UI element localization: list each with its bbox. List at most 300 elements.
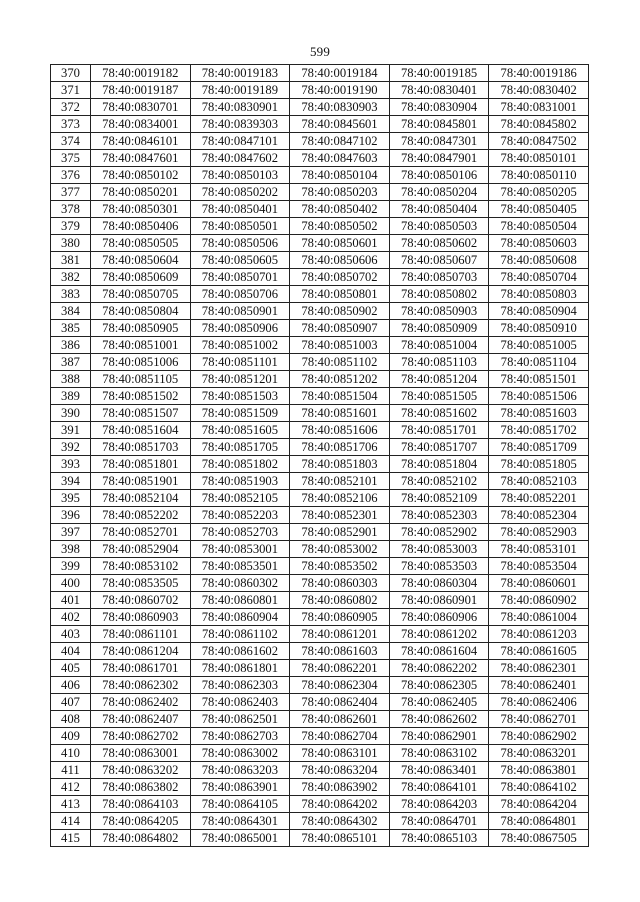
cadastral-number-cell: 78:40:0851803: [290, 456, 390, 473]
cadastral-number-cell: 78:40:0852103: [489, 473, 589, 490]
cadastral-number-cell: 78:40:0851202: [290, 371, 390, 388]
table-row: [51, 626, 589, 643]
cadastral-number-cell: 78:40:0862202: [389, 660, 489, 677]
cadastral-number-cell: 78:40:0851709: [489, 439, 589, 456]
cadastral-number-cell: 78:40:0850104: [290, 167, 390, 184]
table-row: [51, 218, 589, 235]
cadastral-number-cell: 78:40:0830901: [190, 99, 290, 116]
cadastral-number-cell: 78:40:0853102: [91, 558, 191, 575]
cadastral-number-cell: 78:40:0831001: [489, 99, 589, 116]
cadastral-number-cell: 78:40:0851003: [290, 337, 390, 354]
cadastral-number-cell: 78:40:0851501: [489, 371, 589, 388]
cadastral-number-cell: 78:40:0861203: [489, 626, 589, 643]
cadastral-number-cell: 78:40:0862601: [290, 711, 390, 728]
cadastral-number-cell: 78:40:0852106: [290, 490, 390, 507]
row-number-cell: 415: [51, 830, 91, 847]
cadastral-number-cell: 78:40:0850203: [290, 184, 390, 201]
table-row: [51, 711, 589, 728]
cadastral-number-cell: 78:40:0850702: [290, 269, 390, 286]
cadastral-number-cell: 78:40:0860302: [190, 575, 290, 592]
cadastral-number-cell: 78:40:0850607: [389, 252, 489, 269]
table-row: [51, 235, 589, 252]
cadastral-number-cell: 78:40:0850404: [389, 201, 489, 218]
cadastral-number-cell: 78:40:0852303: [389, 507, 489, 524]
cadastral-number-cell: 78:40:0865001: [190, 830, 290, 847]
row-number-cell: 410: [51, 745, 91, 762]
cadastral-number-cell: 78:40:0851603: [489, 405, 589, 422]
cadastral-number-cell: 78:40:0850608: [489, 252, 589, 269]
cadastral-number-cell: 78:40:0865101: [290, 830, 390, 847]
cadastral-number-cell: 78:40:0862407: [91, 711, 191, 728]
cadastral-number-cell: 78:40:0851705: [190, 439, 290, 456]
row-number-cell: 383: [51, 286, 91, 303]
cadastral-number-cell: 78:40:0850401: [190, 201, 290, 218]
table-row: [51, 388, 589, 405]
cadastral-number-cell: 78:40:0852109: [389, 490, 489, 507]
table-row: [51, 728, 589, 745]
cadastral-number-cell: 78:40:0851102: [290, 354, 390, 371]
table-row: [51, 643, 589, 660]
cadastral-number-cell: 78:40:0019185: [389, 65, 489, 82]
cadastral-number-cell: 78:40:0850701: [190, 269, 290, 286]
cadastral-number-cell: 78:40:0864701: [389, 813, 489, 830]
cadastral-number-cell: 78:40:0851507: [91, 405, 191, 422]
cadastral-number-cell: 78:40:0861604: [389, 643, 489, 660]
row-number-cell: 404: [51, 643, 91, 660]
table-row: [51, 133, 589, 150]
table-row: [51, 745, 589, 762]
cadastral-number-cell: 78:40:0864301: [190, 813, 290, 830]
cadastral-number-cell: 78:40:0853101: [489, 541, 589, 558]
cadastral-number-cell: 78:40:0860902: [489, 592, 589, 609]
row-number-cell: 370: [51, 65, 91, 82]
cadastral-number-cell: 78:40:0845802: [489, 116, 589, 133]
table-row: [51, 303, 589, 320]
cadastral-number-cell: 78:40:0852101: [290, 473, 390, 490]
cadastral-number-cell: 78:40:0851602: [389, 405, 489, 422]
table-row: [51, 201, 589, 218]
cadastral-number-cell: 78:40:0851004: [389, 337, 489, 354]
cadastral-number-cell: 78:40:0851601: [290, 405, 390, 422]
table-body: [51, 65, 589, 847]
cadastral-number-cell: 78:40:0861102: [190, 626, 290, 643]
cadastral-number-cell: 78:40:0851505: [389, 388, 489, 405]
cadastral-number-cell: 78:40:0850704: [489, 269, 589, 286]
row-number-cell: 379: [51, 218, 91, 235]
cadastral-number-cell: 78:40:0864302: [290, 813, 390, 830]
cadastral-number-cell: 78:40:0850506: [190, 235, 290, 252]
cadastral-number-cell: 78:40:0864101: [389, 779, 489, 796]
cadastral-number-cell: 78:40:0852904: [91, 541, 191, 558]
row-number-cell: 373: [51, 116, 91, 133]
cadastral-number-cell: 78:40:0852105: [190, 490, 290, 507]
cadastral-number-cell: 78:40:0851002: [190, 337, 290, 354]
cadastral-number-cell: 78:40:0830903: [290, 99, 390, 116]
cadastral-number-cell: 78:40:0850202: [190, 184, 290, 201]
row-number-cell: 382: [51, 269, 91, 286]
cadastral-number-cell: 78:40:0850604: [91, 252, 191, 269]
cadastral-number-cell: 78:40:0860601: [489, 575, 589, 592]
cadastral-number-cell: 78:40:0862303: [190, 677, 290, 694]
table-row: [51, 269, 589, 286]
table-row: [51, 184, 589, 201]
row-number-cell: 401: [51, 592, 91, 609]
row-number-cell: 413: [51, 796, 91, 813]
cadastral-number-cell: 78:40:0850301: [91, 201, 191, 218]
cadastral-number-cell: 78:40:0862704: [290, 728, 390, 745]
cadastral-number-cell: 78:40:0850903: [389, 303, 489, 320]
cadastral-number-cell: 78:40:0850501: [190, 218, 290, 235]
row-number-cell: 391: [51, 422, 91, 439]
table-row: [51, 456, 589, 473]
cadastral-number-cell: 78:40:0860702: [91, 592, 191, 609]
table-row: [51, 813, 589, 830]
cadastral-number-cell: 78:40:0861101: [91, 626, 191, 643]
cadastral-number-cell: 78:40:0850904: [489, 303, 589, 320]
cadastral-number-cell: 78:40:0852203: [190, 507, 290, 524]
cadastral-number-cell: 78:40:0862702: [91, 728, 191, 745]
cadastral-number-cell: 78:40:0019186: [489, 65, 589, 82]
cadastral-number-cell: 78:40:0863203: [190, 762, 290, 779]
row-number-cell: 398: [51, 541, 91, 558]
cadastral-number-cell: 78:40:0860903: [91, 609, 191, 626]
cadastral-number-cell: 78:40:0850110: [489, 167, 589, 184]
cadastral-number-cell: 78:40:0850406: [91, 218, 191, 235]
cadastral-number-cell: 78:40:0851506: [489, 388, 589, 405]
cadastral-number-cell: 78:40:0862703: [190, 728, 290, 745]
cadastral-number-cell: 78:40:0851605: [190, 422, 290, 439]
cadastral-number-cell: 78:40:0019182: [91, 65, 191, 82]
cadastral-number-cell: 78:40:0850103: [190, 167, 290, 184]
cadastral-number-cell: 78:40:0860802: [290, 592, 390, 609]
cadastral-number-cell: 78:40:0019190: [290, 82, 390, 99]
cadastral-number-cell: 78:40:0851802: [190, 456, 290, 473]
table-row: [51, 830, 589, 847]
cadastral-number-cell: 78:40:0850910: [489, 320, 589, 337]
cadastral-number-cell: 78:40:0862405: [389, 694, 489, 711]
table-row: [51, 286, 589, 303]
cadastral-number-cell: 78:40:0852901: [290, 524, 390, 541]
table-row: [51, 779, 589, 796]
cadastral-number-cell: 78:40:0861605: [489, 643, 589, 660]
table-row: [51, 575, 589, 592]
cadastral-number-cell: 78:40:0850606: [290, 252, 390, 269]
cadastral-number-cell: 78:40:0851903: [190, 473, 290, 490]
cadastral-number-cell: 78:40:0019187: [91, 82, 191, 99]
table-row: [51, 609, 589, 626]
cadastral-number-cell: 78:40:0850505: [91, 235, 191, 252]
cadastral-number-cell: 78:40:0860904: [190, 609, 290, 626]
cadastral-number-cell: 78:40:0850504: [489, 218, 589, 235]
row-number-cell: 407: [51, 694, 91, 711]
cadastral-number-cell: 78:40:0830401: [389, 82, 489, 99]
cadastral-number-cell: 78:40:0851702: [489, 422, 589, 439]
cadastral-number-cell: 78:40:0862201: [290, 660, 390, 677]
cadastral-number-cell: 78:40:0867505: [489, 830, 589, 847]
row-number-cell: 396: [51, 507, 91, 524]
row-number-cell: 402: [51, 609, 91, 626]
table-row: [51, 65, 589, 82]
cadastral-number-cell: 78:40:0860303: [290, 575, 390, 592]
cadastral-number-cell: 78:40:0851707: [389, 439, 489, 456]
cadastral-number-cell: 78:40:0852304: [489, 507, 589, 524]
cadastral-number-cell: 78:40:0862501: [190, 711, 290, 728]
cadastral-number-cell: 78:40:0850602: [389, 235, 489, 252]
cadastral-number-cell: 78:40:0851901: [91, 473, 191, 490]
cadastral-number-cell: 78:40:0851706: [290, 439, 390, 456]
cadastral-number-cell: 78:40:0853501: [190, 558, 290, 575]
table-row: [51, 337, 589, 354]
cadastral-number-cell: 78:40:0851005: [489, 337, 589, 354]
cadastral-number-cell: 78:40:0864103: [91, 796, 191, 813]
cadastral-number-cell: 78:40:0851801: [91, 456, 191, 473]
cadastral-number-cell: 78:40:0864203: [389, 796, 489, 813]
row-number-cell: 414: [51, 813, 91, 830]
table-row: [51, 320, 589, 337]
table-row: [51, 116, 589, 133]
table-row: [51, 490, 589, 507]
cadastral-number-cell: 78:40:0850802: [389, 286, 489, 303]
cadastral-number-cell: 78:40:0830402: [489, 82, 589, 99]
cadastral-number-cell: 78:40:0850801: [290, 286, 390, 303]
row-number-cell: 392: [51, 439, 91, 456]
cadastral-number-cell: 78:40:0850204: [389, 184, 489, 201]
cadastral-number-cell: 78:40:0863802: [91, 779, 191, 796]
row-number-cell: 384: [51, 303, 91, 320]
row-number-cell: 381: [51, 252, 91, 269]
row-number-cell: 394: [51, 473, 91, 490]
cadastral-number-cell: 78:40:0850905: [91, 320, 191, 337]
cadastral-number-cell: 78:40:0864105: [190, 796, 290, 813]
cadastral-number-cell: 78:40:0852202: [91, 507, 191, 524]
cadastral-number-cell: 78:40:0852301: [290, 507, 390, 524]
cadastral-number-cell: 78:40:0850901: [190, 303, 290, 320]
row-number-cell: 388: [51, 371, 91, 388]
table-row: [51, 507, 589, 524]
cadastral-number-cell: 78:40:0863204: [290, 762, 390, 779]
table-row: [51, 660, 589, 677]
cadastral-number-cell: 78:40:0863902: [290, 779, 390, 796]
cadastral-number-cell: 78:40:0864204: [489, 796, 589, 813]
row-number-cell: 387: [51, 354, 91, 371]
table-row: [51, 354, 589, 371]
table-row: [51, 252, 589, 269]
cadastral-number-cell: 78:40:0850803: [489, 286, 589, 303]
table-row: [51, 99, 589, 116]
cadastral-number-cell: 78:40:0019184: [290, 65, 390, 82]
cadastral-number-cell: 78:40:0850705: [91, 286, 191, 303]
cadastral-number-cell: 78:40:0860901: [389, 592, 489, 609]
cadastral-number-cell: 78:40:0852201: [489, 490, 589, 507]
cadastral-number-cell: 78:40:0864102: [489, 779, 589, 796]
row-number-cell: 405: [51, 660, 91, 677]
cadastral-number-cell: 78:40:0860304: [389, 575, 489, 592]
cadastral-number-cell: 78:40:0850603: [489, 235, 589, 252]
row-number-cell: 411: [51, 762, 91, 779]
row-number-cell: 393: [51, 456, 91, 473]
table-row: [51, 473, 589, 490]
cadastral-number-cell: 78:40:0851606: [290, 422, 390, 439]
cadastral-number-cell: 78:40:0851503: [190, 388, 290, 405]
cadastral-number-cell: 78:40:0862304: [290, 677, 390, 694]
cadastral-number-cell: 78:40:0019183: [190, 65, 290, 82]
row-number-cell: 375: [51, 150, 91, 167]
cadastral-number-cell: 78:40:0851804: [389, 456, 489, 473]
cadastral-number-cell: 78:40:0847301: [389, 133, 489, 150]
cadastral-number-cell: 78:40:0862403: [190, 694, 290, 711]
row-number-cell: 408: [51, 711, 91, 728]
cadastral-number-cell: 78:40:0863801: [489, 762, 589, 779]
cadastral-number-cell: 78:40:0865103: [389, 830, 489, 847]
table-row: [51, 558, 589, 575]
cadastral-number-cell: 78:40:0850609: [91, 269, 191, 286]
cadastral-number-cell: 78:40:0864802: [91, 830, 191, 847]
cadastral-number-cell: 78:40:0861801: [190, 660, 290, 677]
table-row: [51, 541, 589, 558]
cadastral-number-cell: 78:40:0863401: [389, 762, 489, 779]
cadastral-number-cell: 78:40:0850804: [91, 303, 191, 320]
cadastral-number-cell: 78:40:0851001: [91, 337, 191, 354]
cadastral-number-cell: 78:40:0847101: [190, 133, 290, 150]
row-number-cell: 403: [51, 626, 91, 643]
cadastral-number-cell: 78:40:0862301: [489, 660, 589, 677]
row-number-cell: 385: [51, 320, 91, 337]
cadastral-number-cell: 78:40:0861701: [91, 660, 191, 677]
cadastral-number-cell: 78:40:0851504: [290, 388, 390, 405]
cadastral-number-cell: 78:40:0850601: [290, 235, 390, 252]
cadastral-number-cell: 78:40:0851604: [91, 422, 191, 439]
cadastral-number-cell: 78:40:0863101: [290, 745, 390, 762]
row-number-cell: 409: [51, 728, 91, 745]
cadastral-number-cell: 78:40:0839303: [190, 116, 290, 133]
cadastral-number-cell: 78:40:0851805: [489, 456, 589, 473]
cadastral-number-cell: 78:40:0863201: [489, 745, 589, 762]
table-row: [51, 82, 589, 99]
cadastral-number-cell: 78:40:0862902: [489, 728, 589, 745]
row-number-cell: 400: [51, 575, 91, 592]
row-number-cell: 378: [51, 201, 91, 218]
cadastral-number-cell: 78:40:0851502: [91, 388, 191, 405]
cadastral-number-cell: 78:40:0862402: [91, 694, 191, 711]
cadastral-number-cell: 78:40:0850502: [290, 218, 390, 235]
table-row: [51, 677, 589, 694]
cadastral-number-cell: 78:40:0851104: [489, 354, 589, 371]
cadastral-number-cell: 78:40:0861202: [389, 626, 489, 643]
cadastral-number-cell: 78:40:0862404: [290, 694, 390, 711]
table-row: [51, 405, 589, 422]
cadastral-number-cell: 78:40:0853002: [290, 541, 390, 558]
cadastral-number-cell: 78:40:0830904: [389, 99, 489, 116]
table-row: [51, 762, 589, 779]
cadastral-number-cell: 78:40:0851204: [389, 371, 489, 388]
cadastral-number-cell: 78:40:0860906: [389, 609, 489, 626]
cadastral-number-cell: 78:40:0861603: [290, 643, 390, 660]
cadastral-number-cell: 78:40:0852104: [91, 490, 191, 507]
row-number-cell: 389: [51, 388, 91, 405]
cadastral-number-cell: 78:40:0851006: [91, 354, 191, 371]
table-row: [51, 796, 589, 813]
cadastral-number-cell: 78:40:0850703: [389, 269, 489, 286]
cadastral-number-cell: 78:40:0850101: [489, 150, 589, 167]
table-row: [51, 592, 589, 609]
cadastral-number-cell: 78:40:0863202: [91, 762, 191, 779]
cadastral-number-cell: 78:40:0863002: [190, 745, 290, 762]
cadastral-number-cell: 78:40:0847601: [91, 150, 191, 167]
cadastral-number-cell: 78:40:0847901: [389, 150, 489, 167]
cadastral-number-cell: 78:40:0850906: [190, 320, 290, 337]
cadastral-number-cell: 78:40:0846101: [91, 133, 191, 150]
cadastral-number-cell: 78:40:0862401: [489, 677, 589, 694]
cadastral-number-cell: 78:40:0850605: [190, 252, 290, 269]
cadastral-number-cell: 78:40:0852701: [91, 524, 191, 541]
cadastral-number-cell: 78:40:0860905: [290, 609, 390, 626]
cadastral-number-cell: 78:40:0850503: [389, 218, 489, 235]
cadastral-number-cell: 78:40:0862701: [489, 711, 589, 728]
cadastral-number-cell: 78:40:0861201: [290, 626, 390, 643]
cadastral-number-cell: 78:40:0851701: [389, 422, 489, 439]
cadastral-number-cell: 78:40:0853502: [290, 558, 390, 575]
cadastral-number-cell: 78:40:0862406: [489, 694, 589, 711]
cadastral-number-cell: 78:40:0845601: [290, 116, 390, 133]
cadastral-number-cell: 78:40:0851201: [190, 371, 290, 388]
cadastral-number-cell: 78:40:0834001: [91, 116, 191, 133]
table-row: [51, 422, 589, 439]
cadastral-number-cell: 78:40:0861602: [190, 643, 290, 660]
row-number-cell: 397: [51, 524, 91, 541]
cadastral-number-cell: 78:40:0852703: [190, 524, 290, 541]
page-number: 599: [309, 44, 331, 59]
cadastral-number-cell: 78:40:0863102: [389, 745, 489, 762]
cadastral-numbers-table: [50, 64, 589, 847]
row-number-cell: 386: [51, 337, 91, 354]
cadastral-number-cell: 78:40:0850902: [290, 303, 390, 320]
cadastral-number-cell: 78:40:0853003: [389, 541, 489, 558]
table-row: [51, 694, 589, 711]
cadastral-number-cell: 78:40:0852903: [489, 524, 589, 541]
cadastral-number-cell: 78:40:0860801: [190, 592, 290, 609]
cadastral-number-cell: 78:40:0864801: [489, 813, 589, 830]
cadastral-number-cell: 78:40:0850205: [489, 184, 589, 201]
row-number-cell: 376: [51, 167, 91, 184]
cadastral-number-cell: 78:40:0864205: [91, 813, 191, 830]
table-row: [51, 150, 589, 167]
cadastral-number-cell: 78:40:0850102: [91, 167, 191, 184]
table-row: [51, 371, 589, 388]
cadastral-number-cell: 78:40:0853001: [190, 541, 290, 558]
row-number-cell: 390: [51, 405, 91, 422]
cadastral-number-cell: 78:40:0853504: [489, 558, 589, 575]
table-row: [51, 524, 589, 541]
cadastral-number-cell: 78:40:0864202: [290, 796, 390, 813]
cadastral-number-cell: 78:40:0861004: [489, 609, 589, 626]
cadastral-number-cell: 78:40:0851105: [91, 371, 191, 388]
cadastral-number-cell: 78:40:0847602: [190, 150, 290, 167]
cadastral-number-cell: 78:40:0861204: [91, 643, 191, 660]
cadastral-number-cell: 78:40:0863001: [91, 745, 191, 762]
cadastral-number-cell: 78:40:0851703: [91, 439, 191, 456]
cadastral-number-cell: 78:40:0850402: [290, 201, 390, 218]
row-number-cell: 374: [51, 133, 91, 150]
row-number-cell: 380: [51, 235, 91, 252]
cadastral-number-cell: 78:40:0852902: [389, 524, 489, 541]
cadastral-number-cell: 78:40:0851509: [190, 405, 290, 422]
row-number-cell: 399: [51, 558, 91, 575]
cadastral-number-cell: 78:40:0847603: [290, 150, 390, 167]
cadastral-number-cell: 78:40:0853505: [91, 575, 191, 592]
cadastral-number-cell: 78:40:0863901: [190, 779, 290, 796]
row-number-cell: 406: [51, 677, 91, 694]
cadastral-number-cell: 78:40:0862305: [389, 677, 489, 694]
